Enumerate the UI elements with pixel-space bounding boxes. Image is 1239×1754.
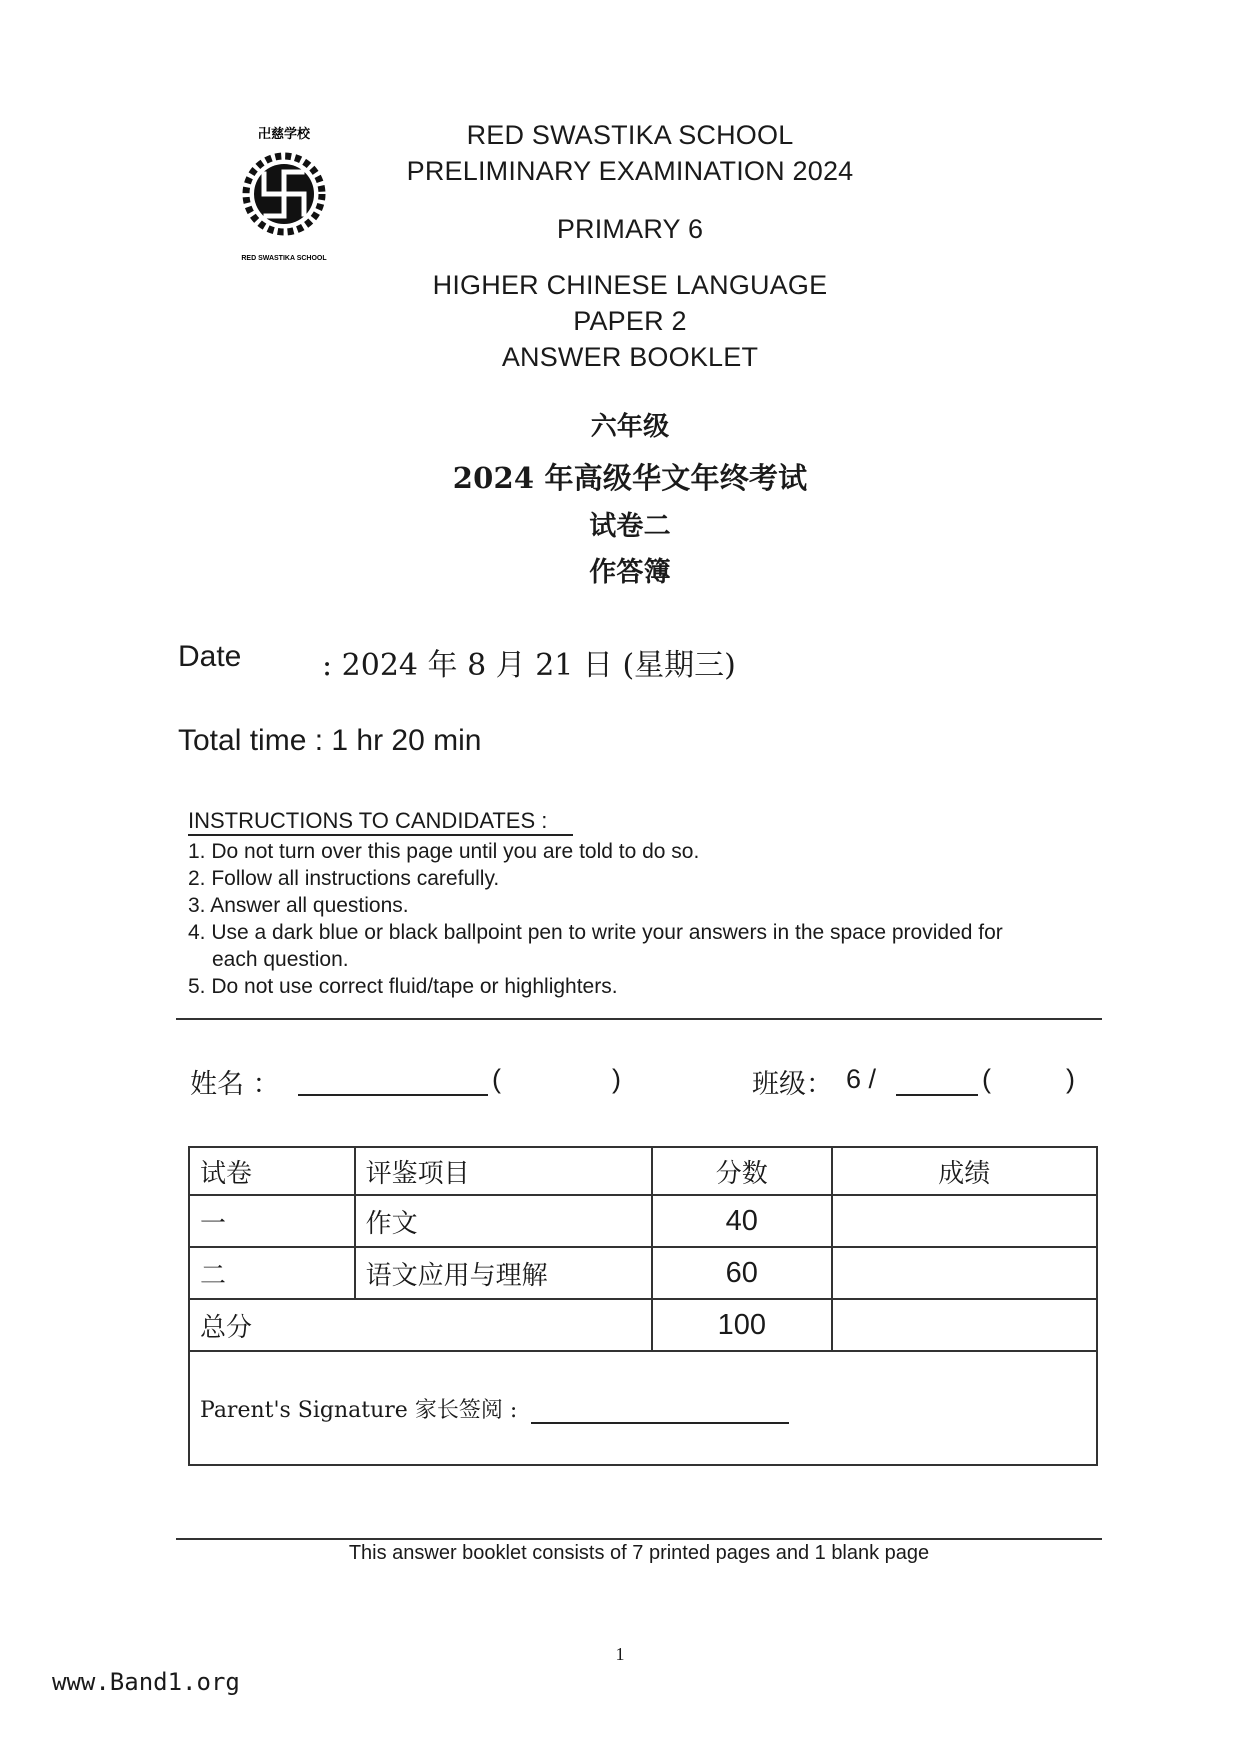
row-score[interactable] bbox=[832, 1247, 1097, 1299]
instruction-item: 3. Answer all questions. bbox=[188, 894, 409, 917]
total-time: Total time : 1 hr 20 min bbox=[178, 724, 482, 757]
table-row bbox=[189, 1247, 1097, 1299]
total-marks: 100 bbox=[652, 1299, 832, 1351]
date-label: Date bbox=[178, 640, 242, 673]
instruction-item: 4. Use a dark blue or black ballpoint pen to write your answers in the space provided for each question. bbox=[188, 921, 1003, 971]
total-label: 总分 bbox=[189, 1299, 652, 1351]
name-field[interactable] bbox=[298, 1094, 488, 1096]
logo-text-bottom: RED SWASTIKA SCHOOL bbox=[241, 255, 327, 262]
logo-text-top: 卍慈学校 bbox=[257, 127, 311, 142]
divider bbox=[176, 1538, 1102, 1540]
signature-cell bbox=[189, 1351, 1097, 1465]
row-paper: 一 bbox=[189, 1195, 355, 1247]
row-marks: 40 bbox=[652, 1195, 832, 1247]
class-label: 班级： bbox=[752, 1069, 833, 1100]
paper-heading: PAPER 2 bbox=[573, 306, 687, 336]
cn-paper-heading: 试卷二 bbox=[589, 511, 671, 542]
divider bbox=[176, 1018, 1102, 1020]
booklet-heading: ANSWER BOOKLET bbox=[501, 342, 759, 372]
row-score[interactable] bbox=[832, 1195, 1097, 1247]
signature-field[interactable] bbox=[531, 1408, 789, 1424]
footer-note: This answer booklet consists of 7 printed pages and 1 blank page bbox=[348, 1542, 930, 1564]
page-number: 1 bbox=[615, 1644, 625, 1664]
class-prefix: 6 / bbox=[846, 1064, 877, 1094]
class-index-close-paren: ) bbox=[1066, 1064, 1075, 1094]
header-paper: 试卷 bbox=[189, 1147, 355, 1195]
cn-exam-title: 2024 年高级华文年终考试 bbox=[452, 461, 808, 495]
instructions-list bbox=[188, 838, 1018, 1000]
register-number-close-paren: ) bbox=[612, 1064, 621, 1094]
level-heading: PRIMARY 6 bbox=[556, 214, 704, 244]
school-name: RED SWASTIKA SCHOOL bbox=[466, 120, 794, 150]
total-score[interactable] bbox=[832, 1299, 1097, 1351]
cn-level-heading: 六年级 bbox=[590, 412, 670, 442]
row-item: 作文 bbox=[355, 1195, 652, 1247]
instruction-item: 5. Do not use correct fluid/tape or highlighters. bbox=[188, 975, 618, 998]
table-row bbox=[189, 1195, 1097, 1247]
header-score: 成绩 bbox=[832, 1147, 1097, 1195]
total-row bbox=[189, 1299, 1097, 1351]
signature-label: Parent's Signature 家长签阅 : bbox=[200, 1397, 518, 1423]
instruction-item: 1. Do not turn over this page until you are told to do so. bbox=[188, 840, 700, 863]
class-field[interactable] bbox=[896, 1094, 978, 1096]
name-label: 姓名 ： bbox=[190, 1069, 280, 1100]
table-header-row bbox=[189, 1147, 1097, 1195]
school-logo bbox=[228, 120, 340, 270]
subject-heading: HIGHER CHINESE LANGUAGE bbox=[432, 270, 828, 300]
row-item: 语文应用与理解 bbox=[355, 1247, 652, 1299]
cn-booklet-heading: 作答簿 bbox=[589, 557, 671, 588]
header-marks: 分数 bbox=[652, 1147, 832, 1195]
date-value: : 2024 年 8 月 21 日 (星期三) bbox=[322, 648, 736, 683]
signature-row bbox=[189, 1351, 1097, 1465]
register-number-open-paren: ( bbox=[492, 1064, 501, 1094]
row-paper: 二 bbox=[189, 1247, 355, 1299]
row-marks: 60 bbox=[652, 1247, 832, 1299]
exam-title: PRELIMINARY EXAMINATION 2024 bbox=[406, 156, 854, 186]
header-item: 评鉴项目 bbox=[355, 1147, 652, 1195]
class-index-open-paren: ( bbox=[982, 1064, 991, 1094]
instruction-item: 2. Follow all instructions carefully. bbox=[188, 867, 500, 890]
score-table bbox=[188, 1146, 1098, 1466]
watermark: www.Band1.org bbox=[52, 1668, 240, 1696]
instructions-title: INSTRUCTIONS TO CANDIDATES : bbox=[188, 808, 573, 836]
